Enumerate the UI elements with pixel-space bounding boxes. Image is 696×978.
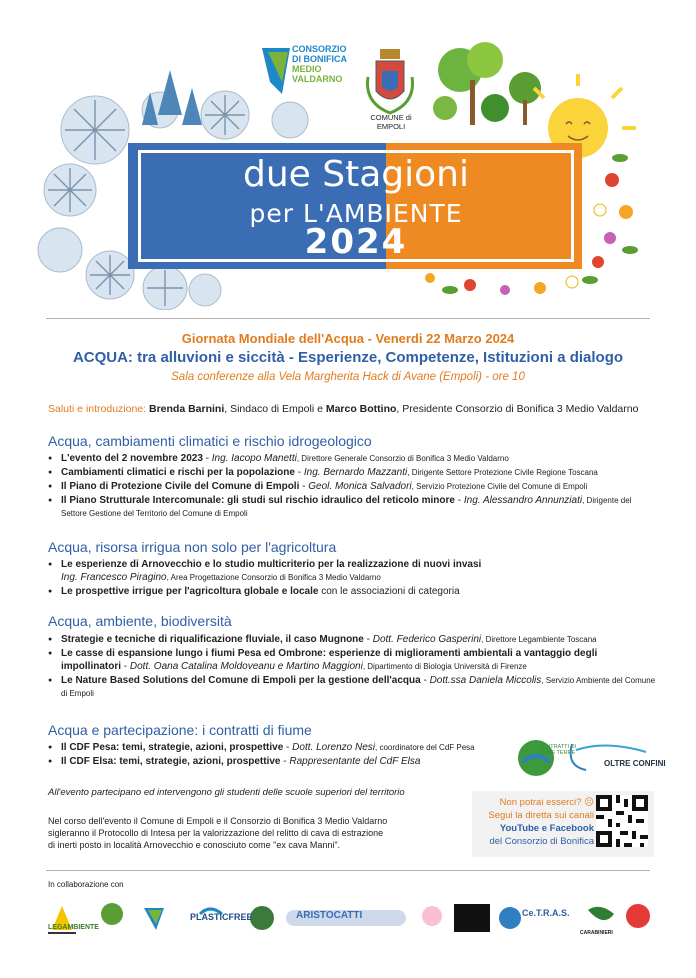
aristocatti-label: ARISTOCATTI [296, 910, 363, 921]
live-stream-text [476, 796, 594, 848]
event-title-line1: due Stagioni [243, 154, 469, 195]
event-title-line2: per L'AMBIENTE [249, 199, 463, 228]
section-title: Acqua, ambiente, biodiversità [48, 613, 232, 629]
cetras-logo-icon [499, 907, 521, 929]
cetras-label: Ce.T.R.A.S. [522, 908, 570, 918]
list-item: ● Strategie e tecniche di riqualificazione fluviale, il caso Mugnone - Dott. Federico Gasperini, Direttore Legambiente Toscana [48, 633, 658, 646]
speaker-name: Brenda Barnini [149, 403, 225, 415]
section-title: Acqua, cambiamenti climatici e rischio idrogeologico [48, 433, 372, 449]
studenti-note: All'evento partecipano ed intervengono gli studenti delle scuole superiori del territorio [48, 787, 405, 798]
program-list [48, 633, 658, 701]
comune-label: COMUNE di EMPOLI [370, 113, 412, 131]
consorzio-logo-text [292, 44, 347, 84]
list-item: ● Il CDF Pesa: temi, strategie, azioni, prospettive - Dott. Lorenzo Nesi, coordinatore del CdF Pesa [48, 741, 508, 754]
protocollo-line: Nel corso dell'evento il Comune di Empoli e il Consorzio di Bonifica 3 Medio Valdarno [48, 816, 388, 826]
carabinieri-label: CARABINIERI [580, 930, 613, 936]
legambiente-label: LEGAMBIENTE [48, 924, 99, 931]
list-item: ● L'evento del 2 novembre 2023 - Ing. Iacopo Manetti, Direttore Generale Consorzio di Bonifica 3 Medio Valdarno [48, 452, 658, 465]
consorzio-line: MEDIO [292, 64, 322, 74]
consorzio-line: DI BONIFICA [292, 54, 347, 64]
list-item: ● Le prospettive irrigue per l'agricoltura globale e locale con le associazioni di categoria [48, 585, 658, 598]
partner-logo-7-icon [422, 906, 442, 926]
contratti-di-fiume-logos-icon [516, 736, 656, 780]
list-item: ● Le casse di espansione lungo i fiumi Pesa ed Ombrone: esperienze di miglioramenti ambientali a vantaggio degli impollinatori - Dott. Oana Catalina Moldoveanu e Martino Maggioni, Dipartimento di Biologia Università di Firenze [48, 647, 658, 673]
protocollo-paragraph [48, 815, 418, 851]
plasticfree-label: PLASTICFREE [190, 912, 253, 922]
collaboration-label: In collaborazione con [48, 880, 124, 889]
list-item: ● Le Nature Based Solutions del Comune di Empoli per la gestione dell'acqua - Dott.ssa Daniela Miccolis, Servizio Ambiente del Comune di Empoli [48, 674, 658, 700]
live-line: del Consorzio di Bonifica [489, 836, 594, 847]
consorzio-line: VALDARNO [292, 74, 343, 84]
qr-code-icon[interactable] [596, 795, 648, 847]
partner-logo-8-icon [454, 904, 490, 932]
conference-title: ACQUA: tra alluvioni e siccità - Esperienze, Competenze, Istituzioni a dialogo [72, 349, 624, 366]
section-title: Acqua e partecipazione: i contratti di fiume [48, 722, 312, 738]
speaker-role: , Sindaco di Empoli e [224, 403, 326, 415]
live-line: YouTube e Facebook [499, 823, 594, 834]
divider [46, 870, 650, 871]
partner-logo-11-icon [626, 904, 650, 928]
divider [46, 318, 650, 319]
protocollo-line: sigleranno il Protocollo di Intesa per la valorizzazione del relitto di cava di estrazione [48, 828, 384, 838]
live-line: Non potrai esserci? ☹ [499, 797, 594, 808]
section-title: Acqua, risorsa irrigua non solo per l'agricoltura [48, 539, 337, 555]
saluti-line [48, 403, 668, 415]
speaker-name: Marco Bottino [325, 403, 397, 415]
program-list [48, 452, 658, 521]
carabinieri-logo-icon [588, 907, 614, 920]
program-list [48, 741, 508, 769]
saluti-label: Saluti e introduzione: [48, 403, 147, 415]
event-title-year: 2024 [304, 222, 408, 262]
list-item: ● Il CDF Elsa: temi, strategie, azioni, prospettive - Rappresentante del CdF Elsa [48, 755, 508, 768]
protocollo-line: di inerti posto in località Arnovecchio e conosciuto come "ex cava Manni". [48, 840, 341, 850]
speaker-role: , Presidente Consorzio di Bonifica 3 Medio Valdarno [396, 403, 639, 415]
partner-logo-5-icon [250, 906, 274, 930]
venue: Sala conferenze alla Vela Margherita Hack di Avane (Empoli) - ore 10 [171, 371, 525, 383]
list-item: ● Il Piano Strutturale Intercomunale: gli studi sul rischio idraulico del reticolo minore - Ing. Alessandro Annunziati, Dirigente del Settore Gestione del Territorio del Comune di Empoli [48, 494, 658, 520]
program-list [48, 558, 658, 599]
list-item: ● Il Piano di Protezione Civile del Comune di Empoli - Geol. Monica Salvadori, Servizio Protezione Civile del Comune di Empoli [48, 480, 658, 493]
live-line: Segui la diretta sui canali [488, 810, 594, 821]
list-item: ● Le esperienze di Arnovecchio e lo studio multicriterio per la realizzazione di nuovi invasi Ing. Francesco Piragino, Area Progettazione Consorzio di Bonifica 3 Medio Valdarno [48, 558, 658, 584]
consorzio-line: CONSORZIO [292, 44, 347, 54]
legambiente-logo-icon [101, 903, 123, 925]
oltre-confini-label: OLTRE CONFINI [604, 759, 666, 768]
event-date: Giornata Mondiale dell'Acqua - Venerdi 22 Marzo 2024 [181, 331, 515, 346]
partner-logo-3-icon [144, 908, 164, 930]
contratti-di-fiume-label: CONTRATTI DI FIUME TERRE [538, 744, 577, 756]
list-item: ● Cambiamenti climatici e rischi per la popolazione - Ing. Bernardo Mazzanti, Dirigente Settore Protezione Civile Regione Toscana [48, 466, 658, 479]
